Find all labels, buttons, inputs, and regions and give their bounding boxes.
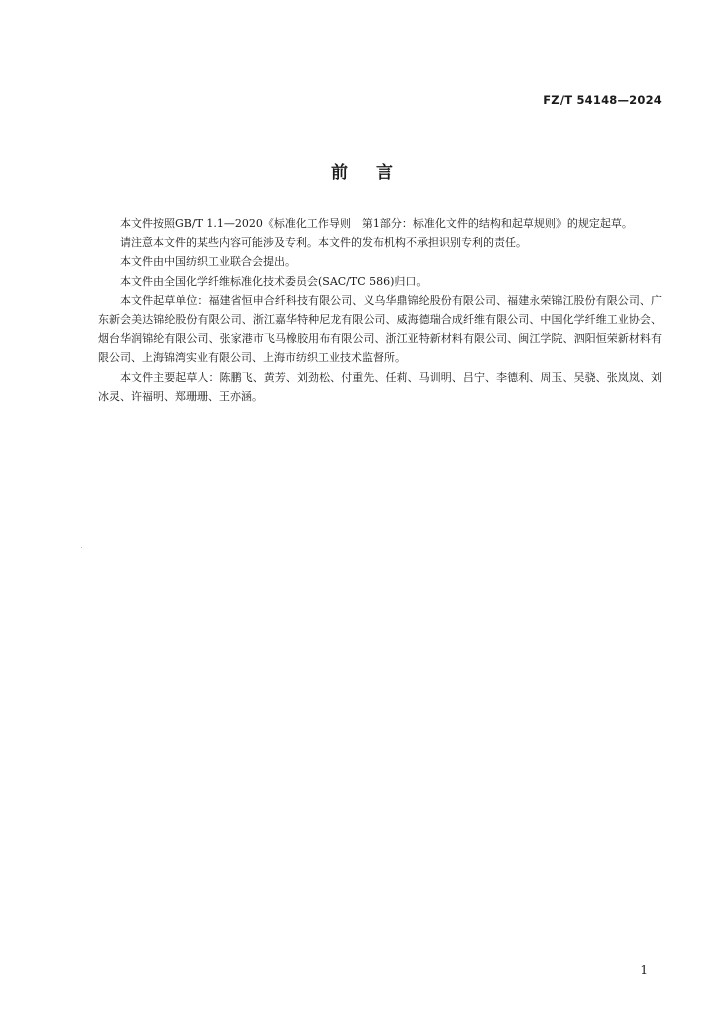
- paragraph-drafters: 本文件主要起草人：陈鹏飞、黄芳、刘劲松、付重先、任莉、马训明、吕宁、李德利、周玉、吴骁、张岚岚、刘冰灵、许福明、郑珊珊、王亦涵。: [98, 370, 662, 403]
- paragraph-drafting-rules: 本文件按照GB/T 1.1—2020《标准化工作导则 第1部分：标准化文件的结构和起草规则》的规定起草。: [120, 217, 633, 230]
- paragraph-committee: 本文件由全国化学纤维标准化技术委员会(SAC/TC 586)归口。: [120, 274, 428, 288]
- scan-speck: [81, 547, 82, 548]
- paragraph-patent-notice: 请注意本文件的某些内容可能涉及专利。本文件的发布机构不承担识别专利的责任。: [120, 236, 527, 250]
- paragraph-proposer: 本文件由中国纺织工业联合会提出。: [120, 255, 296, 269]
- page-title: 前言: [331, 163, 421, 183]
- document-code: FZ/T 54148—2024: [543, 93, 662, 107]
- paragraph-drafting-units: 本文件起草单位：福建省恒申合纤科技有限公司、义乌华鼎锦纶股份有限公司、福建永荣锦江股份有限公司、广东新会美达锦纶股份有限公司、浙江嘉华特种尼龙有限公司、威海德瑞合成纤维有限公司、中国化学纤维工业协会、烟台华润锦纶有限公司、张家港市飞马橡胶用布有限公司、浙江亚特新材料有限公司、闽江学院、泗阳恒荣新材料有限公司、上海锦湾实业有限公司、上海市纺织工业技术监督所。: [98, 293, 662, 365]
- preface-body: [98, 214, 662, 406]
- page-number: 1: [640, 963, 648, 977]
